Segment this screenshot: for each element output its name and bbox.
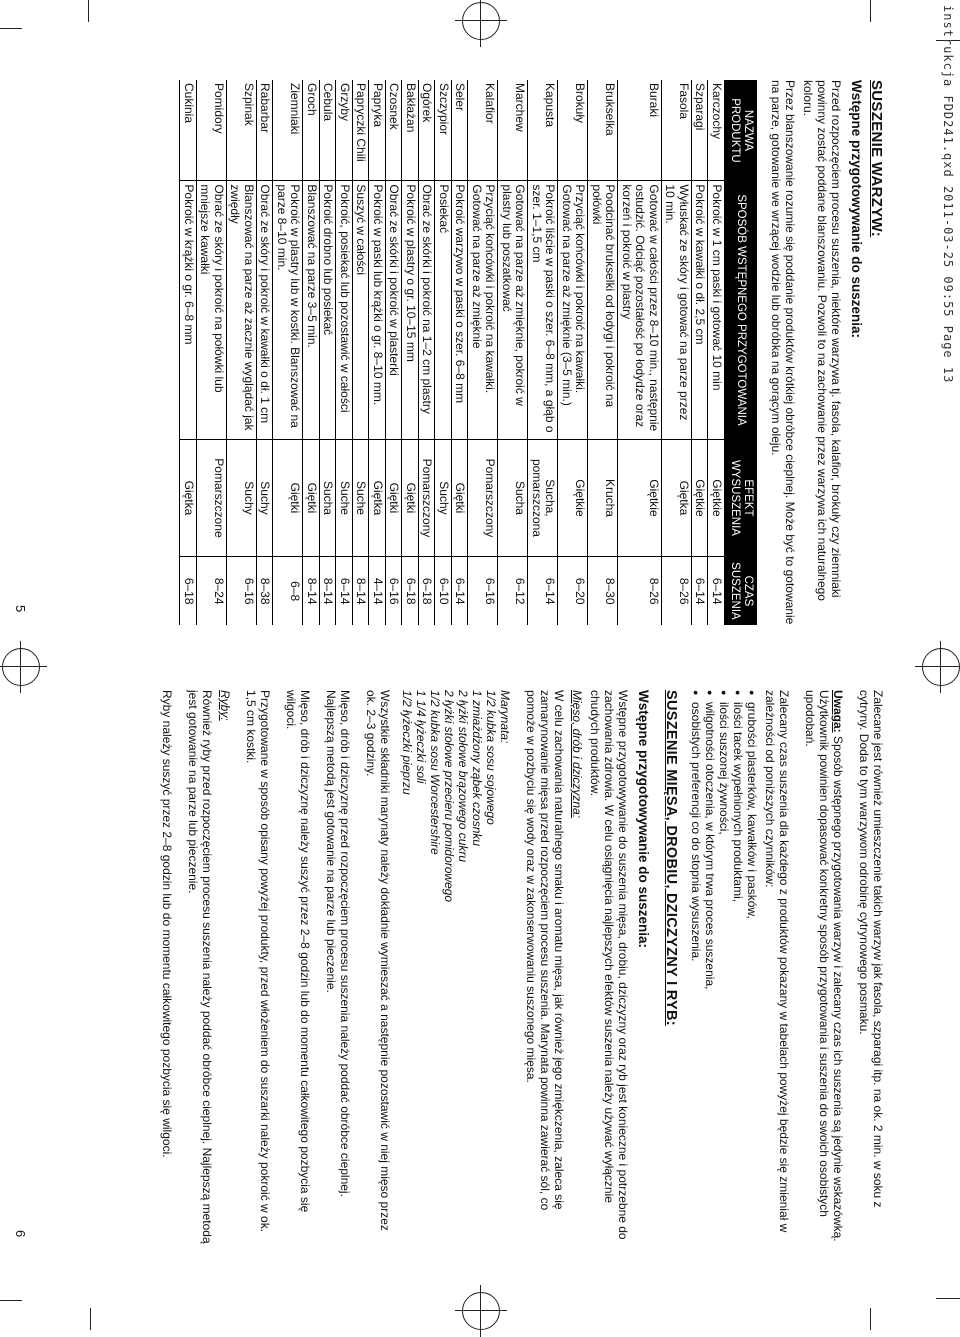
product-name-cell: Cebula (320, 80, 337, 181)
time-cell: 8–14 (303, 557, 320, 625)
time-cell: 4–14 (369, 557, 386, 625)
paragraph: Ryby należy suszyć przez 2–8 godzin lub do momentu całkowitego pozbycia się wilgoci. (160, 690, 174, 1158)
subsection-heading-fish: Ryby: (218, 690, 232, 721)
page-5 (180, 80, 886, 625)
effect-cell: Giętkie (692, 439, 709, 557)
time-cell: 6–14 (452, 557, 469, 625)
table-row (588, 80, 618, 625)
list-item: 1 zmiażdżony ząbek czosnku (470, 690, 484, 847)
paragraph: Również ryby przed rozpoczęciem procesu suszenia należy poddać obróbce cieplnej. Najlepszą metodą jest gotowanie na parze lub pieczenie. (186, 690, 214, 1244)
product-name-cell: Fasola (662, 80, 692, 181)
effect-cell: Giętki (402, 439, 419, 557)
page-6 (156, 690, 885, 1250)
list-item: ● wilgotności otoczenia, w którym trwa proces suszenia, (703, 690, 717, 1250)
list-item: 1/2 kubka sosu sojowego (484, 690, 498, 825)
column-header: EFEKT WYSUSZENIA (725, 439, 758, 557)
preparation-cell: Przyciąć końcówki i pokroić na kawałki. Gotować na parze aż zmięknie (468, 181, 498, 439)
product-name-cell: Buraki (618, 80, 662, 181)
time-cell: 6–16 (386, 557, 403, 625)
effect-cell: Giętkie (558, 439, 588, 557)
list-item: ● osobistych preferencji co do stopnia wysuszenia. (689, 690, 703, 1250)
product-name-cell: Kalafior (468, 80, 498, 181)
product-name-cell: Pomidory (197, 80, 227, 181)
product-name-cell: Grzyby (336, 80, 353, 181)
page-number: 5 (13, 605, 28, 613)
intro-paragraph: Przed rozpoczęciem procesu suszenia, niektóre warzywa tj. fasola, kalafior, brokuły czy ziemniaki powinny zostać poddane blanszowaniu. Pozwoli to na zachowanie przez warzywa ich naturalnego koloru. (801, 80, 843, 601)
subsection-heading-meat: Mięso, drób i dziczyzna: (570, 690, 584, 819)
list-item: ● grubości plasterków, kawałków i pasków, (745, 690, 759, 1250)
preparation-cell: Obrać ze skórki i pokroić na 1–2 cm plastry (419, 181, 436, 439)
preparation-cell: Poodcinać brukselki od łodygi i pokroić na połówki (588, 181, 618, 439)
table-row (273, 80, 303, 625)
effect-cell: Giętka (180, 439, 197, 557)
section-subtitle: Wstępne przygotowywanie do suszenia: (636, 690, 651, 949)
table-row (353, 80, 370, 625)
paragraph: Wszystkie składniki marynaty należy dokładnie wymieszać a następnie pozostawić w niej mięso przez ok. 2–3 godziny. (364, 690, 392, 1231)
product-name-cell: Seler (452, 80, 469, 181)
time-cell: 6–8 (273, 557, 303, 625)
paragraph: Przygotowane w sposób opisany powyżej produkty, przed włożeniem do suszarki należy pokroić w ok. 1,5 cm kostki. (244, 690, 272, 1233)
table-row (662, 80, 692, 625)
preparation-cell: Posiekać (435, 181, 452, 439)
list-item: ● ilości suszonej żywności, (717, 690, 731, 1250)
effect-cell: Giętkie (708, 439, 725, 557)
section-title-meat: SUSZENIE MIĘSA, DROBIU, DZICZYZNY I RYB: (663, 690, 679, 1026)
list-item: 2 łyżki stołowe przecieru pomidorowego (442, 690, 456, 903)
table-body (180, 80, 725, 625)
paragraph: Mięso, drób i dziczyznę przed rozpoczęciem procesu suszenia należy poddać obróbce cieplnej. Najlepszą metodą jest gotowanie na parze lub pieczenie. (324, 690, 352, 1197)
time-cell: 6–12 (498, 557, 528, 625)
column-header: NAZWA PRODUKTU (725, 80, 758, 181)
table-row (435, 80, 452, 625)
effect-cell: Giętki (386, 439, 403, 557)
list-item: ● ilości tacek wypełnionych produktami, (731, 690, 745, 1250)
time-cell: 6–16 (227, 557, 257, 625)
preparation-cell: Pokroić w plastry lub w kostki. Blanszować na parze 8–10 min. (273, 181, 303, 439)
table-row (452, 80, 469, 625)
preparation-cell: Wyłuskać ze skóry i gotować na parze przez 10 min. (662, 181, 692, 439)
effect-cell: Pomarszczony (468, 439, 498, 557)
product-name-cell: Rabarbar (257, 80, 274, 181)
product-name-cell: Brukselka (588, 80, 618, 181)
section-title-vegetables: SUSZENIE WARZYW: (868, 80, 885, 238)
preparation-cell: Obrać ze skórki i pokroić w plasterki (386, 181, 403, 439)
effect-cell: Krucha (588, 439, 618, 557)
preparation-cell: Pokroić w kawałki o dł. 2,5 cm (692, 181, 709, 439)
paragraph: Zalecany czas suszenia dla każdego z produktów pokazany w tabelach powyżej będzie się zmieniał w zależności od poniższych czynników: (763, 690, 791, 1233)
time-cell: 8–14 (320, 557, 337, 625)
preparation-cell: Gotować w całości przez 8–10 min., następnie ostudzić. Odciąć pozostałość po łodydze oraz korzeń i pokroić w plastry (618, 181, 662, 439)
time-cell: 8–26 (618, 557, 662, 625)
vegetable-drying-table (180, 80, 758, 625)
product-name-cell: Kapusta (528, 80, 558, 181)
time-cell: 8–38 (257, 557, 274, 625)
table-row (558, 80, 588, 625)
product-name-cell: Szczypior (435, 80, 452, 181)
preparation-cell: Blanszować na parze aż zacznie wyglądać jak zwiędły (227, 181, 257, 439)
time-cell: 8–30 (588, 557, 618, 625)
table-row (692, 80, 709, 625)
effect-cell: Pomarszczony (419, 439, 436, 557)
effect-cell: Giętkie (618, 439, 662, 557)
list-item: 1 1/4 łyżeczki soli (414, 690, 428, 784)
table-row (257, 80, 274, 625)
preparation-cell: Gotować na parze aż zmięknie, pokroić w plastry lub poszatkować (498, 181, 528, 439)
product-name-cell: Ziemniaki (273, 80, 303, 181)
effect-cell: Giętka (662, 439, 692, 557)
table-row (419, 80, 436, 625)
product-name-cell: Brokuły (558, 80, 588, 181)
table-row (708, 80, 725, 625)
product-name-cell: Groch (303, 80, 320, 181)
table-row (618, 80, 662, 625)
time-cell: 8–14 (353, 557, 370, 625)
product-name-cell: Szparagi (692, 80, 709, 181)
effect-cell: Giętki (452, 439, 469, 557)
note-label: Uwaga: (831, 690, 845, 733)
time-cell: 6–18 (180, 557, 197, 625)
preparation-cell: Przyciąć końcówki i pokroić na kawałki. Gotować na parze aż zmięknie (3–5 min.) (558, 181, 588, 439)
table-row (336, 80, 353, 625)
product-name-cell: Karczochy (708, 80, 725, 181)
table-header-row (725, 80, 758, 625)
effect-cell: Suchy (227, 439, 257, 557)
table-row (402, 80, 419, 625)
time-cell: 6–14 (692, 557, 709, 625)
table-row (227, 80, 257, 625)
time-cell: 6–18 (419, 557, 436, 625)
list-item: 1/2 kubka sosu Worcestershire (428, 690, 442, 855)
preparation-cell: Pokroić w paski lub krążki o gr. 8–10 mm. (369, 181, 386, 439)
time-cell: 6–14 (708, 557, 725, 625)
product-name-cell: Czosnek (386, 80, 403, 181)
effect-cell: Sucha (320, 439, 337, 557)
product-name-cell: Cukinia (180, 80, 197, 181)
product-name-cell: Marchew (498, 80, 528, 181)
paragraph: W celu zachowania naturalnego smaku i aromatu mięsa, jak również jego zmiękczenia, zaleca się zamarynowanie mięsa przed rozpoczęciem procesu suszenia. Marynata powinna zawierać sól, co pomoże w pozbyciu się wody oraz w zakonserwowaniu suszonego mięsa. (524, 690, 566, 1211)
table-row (369, 80, 386, 625)
effect-cell: Sucha, pomarszczona (528, 439, 558, 557)
paragraph: Mięso, drób i dziczyznę należy suszyć przez 2–8 godzin lub do momentu całkowitego pozbycia się wilgoci. (284, 690, 312, 1213)
factor-list (689, 690, 759, 1250)
preparation-cell: Suszyć w całości (353, 181, 370, 439)
preparation-cell: Blanszować na parze 3–5 min. (303, 181, 320, 439)
effect-cell: Pomarszczone (197, 439, 227, 557)
preparation-cell: Obrać ze skóry i pokroić w kawałki o dł. 1 cm (257, 181, 274, 439)
column-header: CZAS SUSZENIA (725, 557, 758, 625)
effect-cell: Giętka (369, 439, 386, 557)
time-cell: 6–18 (402, 557, 419, 625)
time-cell: 6–14 (336, 557, 353, 625)
product-name-cell: Bakłażan (402, 80, 419, 181)
time-cell: 6–16 (468, 557, 498, 625)
effect-cell: Suchy (257, 439, 274, 557)
time-cell: 6–20 (558, 557, 588, 625)
preparation-cell: Pokroić liście w paski o szer. 6–8 mm, a głąb o szer. 1–1,5 cm (528, 181, 558, 439)
effect-cell: Suche (353, 439, 370, 557)
product-name-cell: Papryka (369, 80, 386, 181)
page-number: 6 (13, 1230, 28, 1238)
time-cell: 6–14 (528, 557, 558, 625)
product-name-cell: Ogórek (419, 80, 436, 181)
time-cell: 8–26 (662, 557, 692, 625)
table-row (528, 80, 558, 625)
column-header: SPOSÓB WSTĘPNEGO PRZYGOTOWANIA (725, 181, 758, 439)
preparation-cell: Pokroić drobno lub posiekać (320, 181, 337, 439)
preparation-cell: Pokroić, posiekać lub pozostawić w całości (336, 181, 353, 439)
note-text: Sposób wstępnego przygotowania warzyw i zalecany czas ich suszenia są jedynie wskazówką. Użytkownik powinien dopasować konkretny sposób przygotowania i suszenia do swoich osobistych upodobań. (803, 690, 845, 1242)
section-subtitle: Wstępne przygotowywanie do suszenia: (849, 80, 864, 339)
table-row (386, 80, 403, 625)
paragraph: Zalecane jest również umieszczenie takich warzyw jak fasola, szparagi itp. na ok. 2 min. w soku z cytryny. Doda to tym warzywom odrobinę cytrynowego posmaku. (857, 690, 885, 1208)
effect-cell: Suche (336, 439, 353, 557)
preparation-cell: Pokroić w 1 cm paski i gotować 10 min (708, 181, 725, 439)
time-cell: 6–10 (435, 557, 452, 625)
table-row (498, 80, 528, 625)
time-cell: 8–24 (197, 557, 227, 625)
list-item: 1/2 łyżeczki pieprzu (400, 690, 414, 795)
paragraph: Wstępne przygotowywanie do suszenia mięsa, drobiu, dziczyzny oraz ryb jest konieczne i potrzebne do zachowania zdrowia. W celu osiągnięcia najlepszych efektów suszenia należy używać wyłącznie chudych produktów. (588, 690, 630, 1240)
list-item: 2 łyżki stołowe brązowego cukru (456, 690, 470, 863)
table-row (303, 80, 320, 625)
table-row (320, 80, 337, 625)
note-paragraph (803, 690, 845, 1250)
product-name-cell: Szpinak (227, 80, 257, 181)
file-slug: instrukcja FDD241.qxd 2011-03-25 09:55 Page 13 (941, 5, 955, 384)
marinade-list (400, 690, 498, 1250)
effect-cell: Suchy (435, 439, 452, 557)
effect-cell: Sucha (498, 439, 528, 557)
effect-cell: Giętki (303, 439, 320, 557)
marinade-title: Marynata: (498, 690, 512, 744)
preparation-cell: Pokroić w krążki o gr. 6–8 mm (180, 181, 197, 439)
table-row (180, 80, 197, 625)
preparation-cell: Pokroić w plastry o gr. 10–15 mm (402, 181, 419, 439)
table-row (468, 80, 498, 625)
table-row (197, 80, 227, 625)
effect-cell: Giętki (273, 439, 303, 557)
product-name-cell: Papryczki Chili (353, 80, 370, 181)
preparation-cell: Pokroić warzywo w paski o szer. 6–8 mm (452, 181, 469, 439)
preparation-cell: Obrać ze skóry i pokroić na połówki lub mniejsze kawałki (197, 181, 227, 439)
intro-paragraph: Przez blanszowanie rozumie się poddanie produktów krótkiej obróbce cieplnej. Może być to gotowanie na parze, gotowanie we wrzącej wodzie lub obróbka na gorącym oleju. (769, 80, 797, 625)
